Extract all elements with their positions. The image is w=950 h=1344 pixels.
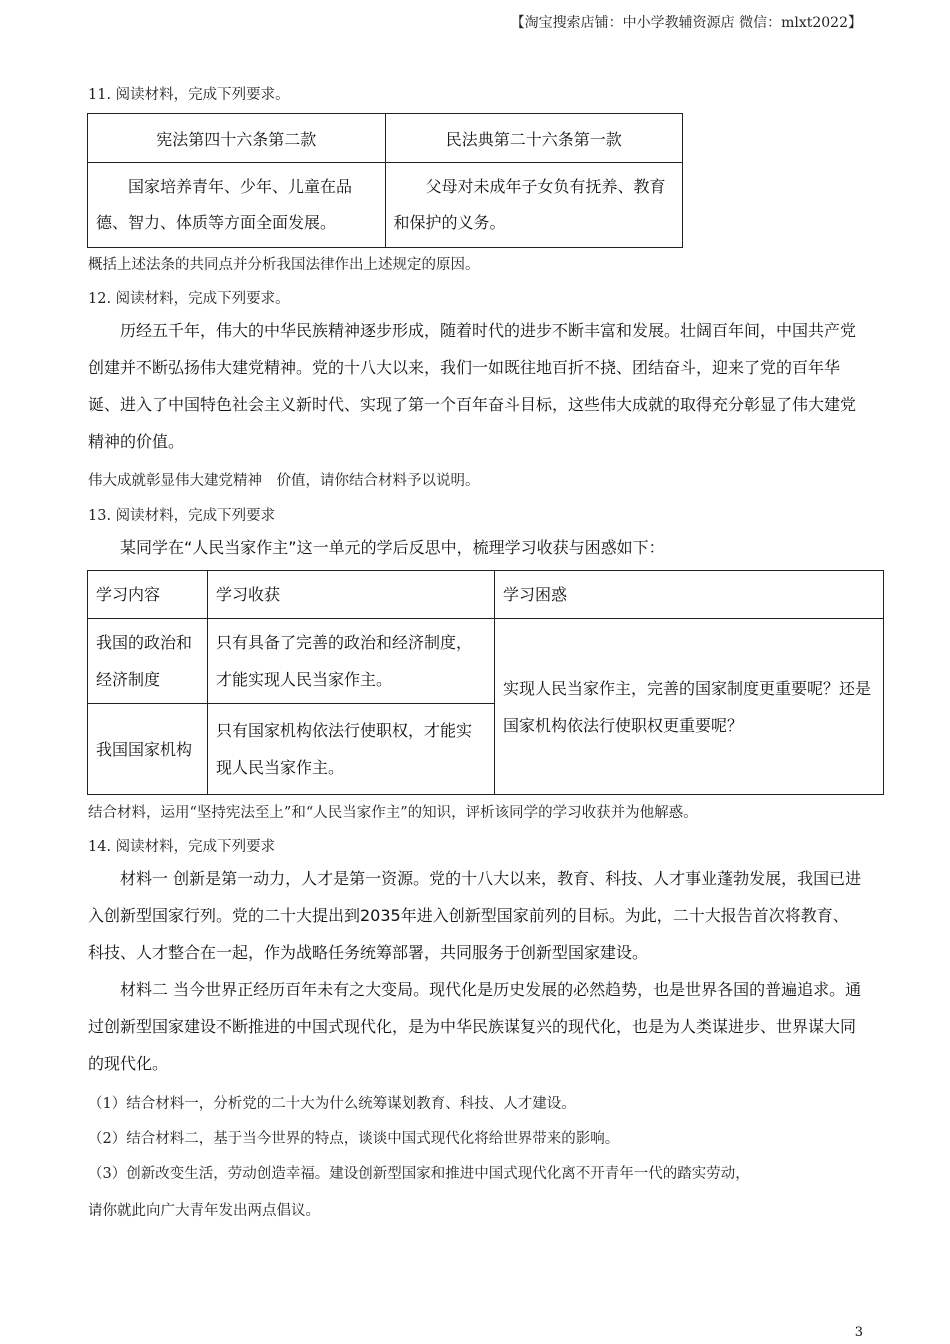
q12-question: 伟大成就彰显伟大建党精神 价值，请你结合材料予以说明。 <box>88 473 480 489</box>
q13-row2-gain: 只有国家机构依法行使职权，才能实现人民当家作主。 <box>208 704 495 795</box>
q14-sub2: （2）结合材料二，基于当今世界的特点，谈谈中国式现代化将给世界带来的影响。 <box>88 1131 620 1147</box>
q13-row2-content: 我国国家机构 <box>88 704 208 795</box>
page-number: 3 <box>854 1325 863 1340</box>
q14-sub1: （1）结合材料一，分析党的二十大为什么统筹谋划教育、科技、人才建设。 <box>88 1096 576 1112</box>
q14-material2 <box>88 971 863 1082</box>
q14-sub3-line1: （3）创新改变生活，劳动创造幸福。建设创新型国家和推进中国式现代化离不开青年一代的踏实劳动， <box>88 1166 750 1182</box>
q11-question: 概括上述法条的共同点并分析我国法律作出上述规定的原因。 <box>88 257 480 273</box>
q14-material1 <box>88 860 863 971</box>
q14-sub3-line2: 请你就此向广大青年发出两点倡议。 <box>88 1203 320 1219</box>
q14-title: 14. 阅读材料，完成下列要求 <box>88 839 276 855</box>
q13-header-gain: 学习收获 <box>208 571 495 619</box>
q12-title: 12. 阅读材料，完成下列要求。 <box>88 291 290 307</box>
q13-question: 结合材料，运用“坚持宪法至上”和“人民当家作主”的知识，评析该同学的学习收获并为他解惑。 <box>88 805 698 821</box>
q11-table-header-2: 民法典第二十六条第一款 <box>385 114 683 163</box>
q13-row1-gain: 只有具备了完善的政治和经济制度，才能实现人民当家作主。 <box>208 619 495 704</box>
q11-table-header-1: 宪法第四十六条第二款 <box>88 114 386 163</box>
q11-law-table <box>87 113 683 248</box>
q13-intro-text: 某同学在“人民当家作主”这一单元的学后反思中，梳理学习收获与困惑如下： <box>120 538 665 557</box>
page-header: 【淘宝搜索店铺：中小学教辅资源店 微信：mlxt2022】 <box>510 15 862 31</box>
q13-intro <box>88 529 863 566</box>
q14-material1-text: 材料一 创新是第一动力，人才是第一资源。党的十八大以来，教育、科技、人才事业蓬勃发展，我国已进入创新型国家行列。党的二十大提出到2035年进入创新型国家前列的目标。为此，二十大报告首次将教育、科技、人才整合在一起，作为战略任务统筹部署，共同服务于创新型国家建设。 <box>88 869 862 962</box>
q13-reflection-table <box>87 570 884 795</box>
q13-header-content: 学习内容 <box>88 571 208 619</box>
q12-material-text: 历经五千年，伟大的中华民族精神逐步形成，随着时代的进步不断丰富和发展。壮阔百年间，中国共产党创建并不断弘扬伟大建党精神。党的十八大以来，我们一如既往地百折不挠、团结奋斗，迎来了党的百年华诞、进入了中国特色社会主义新时代、实现了第一个百年奋斗目标，这些伟大成就的取得充分彰显了伟大建党精神的价值。 <box>88 321 857 451</box>
q14-material2-text: 材料二 当今世界正经历百年未有之大变局。现代化是历史发展的必然趋势，也是世界各国的普遍追求。通过创新型国家建设不断推进的中国式现代化，是为中华民族谋复兴的现代化，也是为人类谋进步、世界谋大同的现代化。 <box>88 980 862 1073</box>
q12-material <box>88 312 863 460</box>
q13-title: 13. 阅读材料，完成下列要求 <box>88 508 276 524</box>
q11-title: 11. 阅读材料，完成下列要求。 <box>88 87 290 103</box>
q11-table-cell-2: 父母对未成年子女负有抚养、教育和保护的义务。 <box>385 163 683 248</box>
q11-table-cell-1: 国家培养青年、少年、儿童在品德、智力、体质等方面全面发展。 <box>88 163 386 248</box>
q13-confusion: 实现人民当家作主，完善的国家制度更重要呢？还是国家机构依法行使职权更重要呢？ <box>495 619 884 795</box>
q13-row1-content: 我国的政治和经济制度 <box>88 619 208 704</box>
q13-header-confusion: 学习困惑 <box>495 571 884 619</box>
